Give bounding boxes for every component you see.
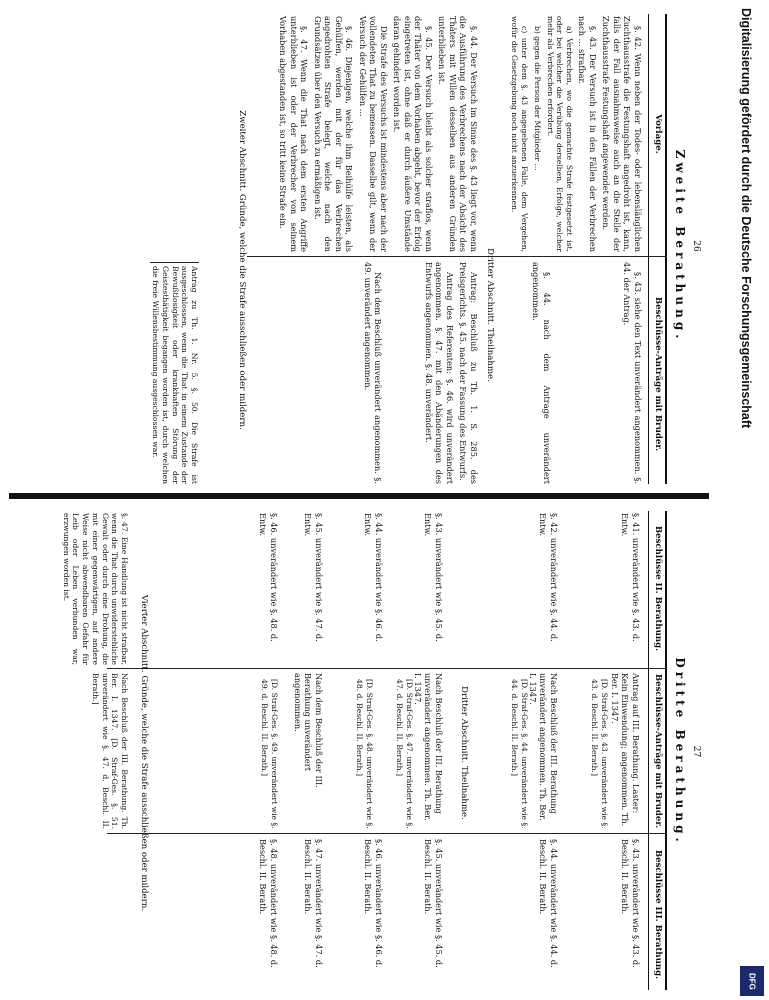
section-title: Dritter Abschnitt. Theilnahme. [459, 686, 469, 820]
vorlage-text-block-2 [275, 16, 479, 252]
col2-entry: Nach Beschluß der III. Berathung unverändert angenommen. Th. Ber. I. 1347. [413, 673, 444, 821]
col2-entry: [D. Straf-Ges. §. 47. unverändert wie §. 47. d. Beschl. II. Berath.] [395, 679, 414, 829]
paragraph: §. 47. Wenn die That nach dem ersten Angriffe unterblieben ist oder der Verbrecher von seinem Vorhaben abgestanden ist, so tritt keine Strafe ein. [278, 16, 310, 252]
column-divider [247, 256, 667, 257]
col2-entry: Nach Beschluß der III. Berathung unverändert angenommen. Th. Ber. I. 1347. [528, 673, 559, 821]
section-2-entry: Nach Beschluß der III. Berathung. Th. Ber. I. 1347. [D. Straf-Ges. §. 51. unverändert wie §. 47. d. Beschl. II. Berath.] [90, 673, 129, 829]
running-head: Zweite Berathung. [673, 149, 687, 343]
col3-entry: §. 47. unverändert wie §. 47. d. Beschl. II. Berath. [303, 839, 324, 968]
col1-entry: §. 43. unverändert wie §. 45. d. Entw. [423, 513, 444, 642]
funding-notice: Digitalisierung gefördert durch die Deutsche Forschungsgemeinschaft [739, 8, 754, 429]
paragraph: §. 43. Der Versuch ist in den Fällen der Verbrechen nach ... strafbar. [577, 16, 598, 252]
col2-entry: Nach dem Beschluß der III. Berathung unverändert angenommen. [293, 673, 324, 788]
paragraph: Nach dem Beschluß unverändert angenommen. §. 49. unverändert angenommen. [363, 262, 384, 484]
col2-entry: [D. Straf-Ges. §. 44. unverändert wie §. 44. d. Beschl. II. Berath.] [510, 679, 529, 829]
column-head-beschluesse: Beschlüsse-Anträge mit Bruder. [653, 296, 663, 452]
subheader-rule [648, 511, 649, 990]
page-number: 27 [691, 745, 701, 758]
col1-entry: §. 44. unverändert wie §. 46. d. Entw. [363, 513, 384, 642]
col1-entry: §. 41. unverändert wie §. 43. d. Entw. [620, 513, 641, 642]
col3-entry: §. 44. unverändert wie §. 44. d. Beschl. II. Berath. [538, 839, 559, 968]
section-3-entries [360, 262, 480, 484]
paragraph: Antrag des Referenten: §. 46. wird unverändert angenommen. §. 47. mit den Abänderungen des Entwurfs angenommen. §. 48. unverändert. [424, 262, 455, 484]
paragraph: §. 42. Wenn neben der Todes- oder lebenslänglichen Zuchthausstrafe die Festungshaft angedroht ist, kann, falls der Fall ausnahmsweise auch an die Stelle der Zuchthausstrafe Festungshaft angewendet werden. [601, 16, 643, 252]
col3-entry: §. 43. unverändert wie §. 43. d. Beschl. II. Berath. [620, 839, 641, 968]
header-rule [665, 14, 667, 484]
vorlage-text-block [507, 16, 643, 252]
paragraph: b) gegen die Person der Mitglieder ... [532, 26, 542, 171]
paragraph: §. 43. siehe den Text unverändert angenommen. §. 44. der Antrag. [622, 262, 643, 484]
col3-entry: §. 46. unverändert wie §. 46. d. Beschl. II. Berath. [363, 839, 384, 968]
column-divider [107, 668, 667, 669]
col1-entry: §. 46. unverändert wie §. 48. d. Entw. [258, 513, 279, 642]
section-2-entry: Antrag zu Th. 1. Nr. 5. §. 50. Die Strafe ist ausgeschlossen, wenn die That in einem Zustande der Bewußtlosigkeit oder krankhaften Störung der Geistesthätigkeit begangen worden ist, durch welchen die freie Willensbestimmung ausgeschlossen war. [150, 262, 199, 484]
col2-entry: [D. Straf-Ges. §. 49. unverändert wie §. 49. d. Beschl. II. Berath.] [260, 679, 279, 829]
paragraph: Antrag: Beschluß zu Th. 1. S. 285. des Preisgerichts. §. 45. nach der Fassung des Entwurfs. [458, 262, 479, 484]
column-head-vorlage: Vorlage. [653, 114, 663, 154]
paragraph: §. 44. Der Versuch im Sinne des §. 43 liegt vor, wenn die Ausführung des Verbrechens nach der Absicht des Thäters mit Willen desselben aus anderen Gründen unterblieben ist. [437, 16, 479, 252]
section-2-entry: §. 47. Eine Handlung ist nicht strafbar, wenn die That durch unwiderstehliche Gewalt oder durch eine Drohung, die mit einer gegenwärtigen, auf andere Weise nicht abwendbaren Gefahr für Leib oder Leben verbunden war, erzwungen worden ist. [61, 513, 129, 665]
header-rule [665, 511, 667, 990]
paragraph: §. 45. Der Versuch bleibt als solcher straflos, wenn der Thäter von dem Vorhaben abgeht, bevor der Erfolg eingetreten ist, ohne daß er durch äußere Umstände daran gehindert worden ist. [392, 16, 434, 252]
col1-entry: §. 45. unverändert wie §. 47. d. Entw. [303, 513, 324, 642]
column-head: Beschlüsse III. Berathung. [653, 849, 663, 980]
col3-entry: §. 45. unverändert wie §. 45. d. Beschl. II. Berath. [423, 839, 444, 968]
left-page [0, 0, 719, 492]
section-title: Zweiter Abschnitt. Gründe, welche die Strafe ausschließen oder mildern. [237, 110, 247, 430]
section-title: Vierter Abschnitt. Gründe, welche die Strafe ausschließen oder mildern. [139, 594, 149, 912]
footer-band [724, 0, 769, 1000]
col2-entry: Antrag auf III. Berathung. Laster: Kein Einwendung; angenommen. Th. Ber. I. 1347. [610, 673, 641, 827]
column-head: Beschlüsse-Anträge mit Bruder. [653, 673, 663, 829]
running-head: Dritte Berathung. [673, 657, 687, 846]
paragraph: §. 44. nach dem Antrage unverändert angenommen. [531, 262, 552, 484]
section-title: Dritter Abschnitt. Theilnahme. [485, 248, 495, 382]
col2-entry: [D. Straf-Ges. §. 48. unverändert wie §. 48. d. Beschl. II. Berath.] [355, 679, 374, 829]
column-head: Beschlüsse II. Berathung. [653, 525, 663, 652]
col2-entry: [D. Straf-Ges. §. 43. unverändert wie §. 43. d. Beschl. II. Berath.] [590, 679, 609, 829]
page-gutter [9, 493, 709, 499]
right-page [0, 503, 719, 1000]
column-divider [107, 833, 667, 834]
col3-entry: §. 48. unverändert wie §. 48. d. Beschl. II. Berath. [258, 839, 279, 968]
beschluesse-text-block [528, 262, 643, 484]
col1-entry: §. 42. unverändert wie §. 44. d. Entw. [538, 513, 559, 642]
dfg-logo: DFG [740, 966, 764, 996]
paragraph: §. 46. Diejenigen, welche ihm Beihülfe leisten, als Gehülfen, werden mit der für das Verbrechen angedrohten Strafe belegt, welche nach den Grundsätzen über den Versuch zu ermäßigen ist. [313, 16, 355, 252]
paragraph: Die Strafe des Versuchs ist mindestens aber nach der vollendeten That zu bemessen. Dasselbe gilt, wenn der Versuch der Gehülfen ... [358, 16, 389, 252]
paragraph: a) Verbrechen, wo die gemachte Strafe festgesetzt ist, oder bei welcher die Verübung derselben, Erfolge, welcher mehr als Verbrechen erfordert. [545, 16, 574, 252]
subheader-rule [648, 14, 649, 484]
paragraph: c) unter dem §. 43 angegebenen Falle, dem Vergehen, wofür die Gesetzgebung noch nicht anzuerkennen. [510, 16, 530, 252]
page-number: 26 [691, 240, 701, 252]
